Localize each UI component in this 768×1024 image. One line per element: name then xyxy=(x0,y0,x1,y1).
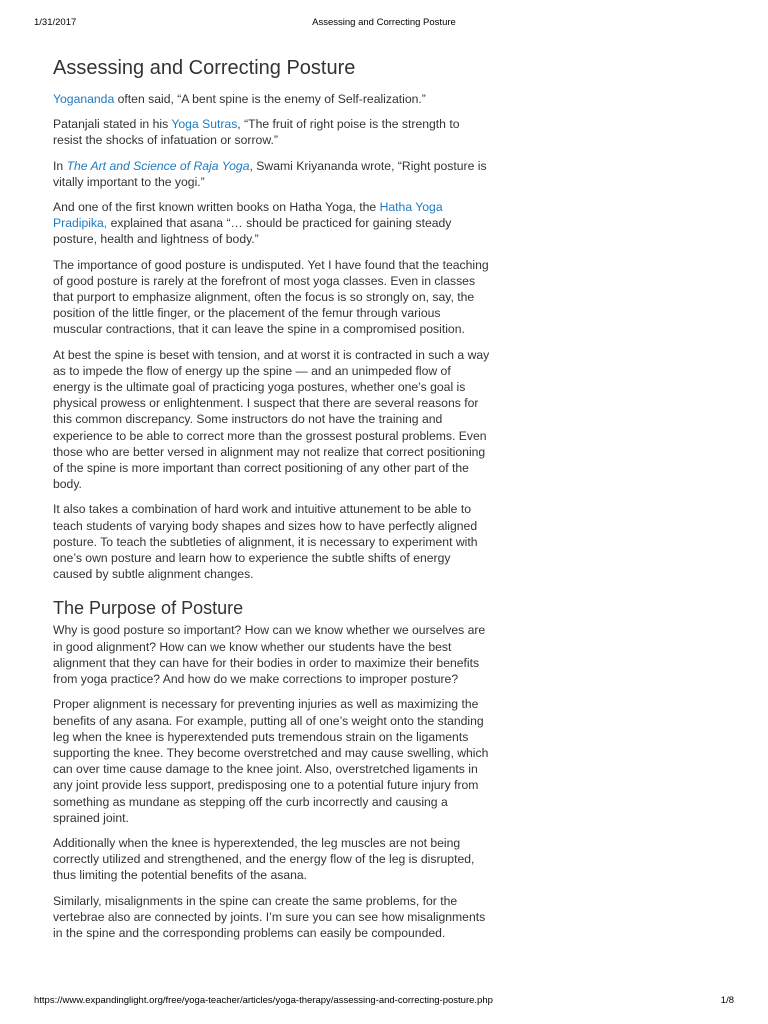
article-title: Assessing and Correcting Posture xyxy=(53,57,356,79)
print-header xyxy=(0,17,768,31)
paragraph-why-good-posture: Why is good posture so important? How can we know whether we ourselves are in good alignment? How can we know whether our students have the best alignment that they can have for their bodies in order to maximize their benefits from yoga practice? And how do we make corrections to improper posture? xyxy=(53,623,486,687)
page-number: 1/8 xyxy=(720,995,734,1006)
print-date: 1/31/2017 xyxy=(34,17,77,28)
paragraph-text: explained that asana “… should be practiced for gaining steady posture, health and lightness of body.” xyxy=(53,216,452,247)
paragraph-spine-misalignments: Similarly, misalignments in the spine can create the same problems, for the vertebrae also are connected by joints. I’m sure you can see how misalignments in the spine and the corresponding problems can easily be compounded. xyxy=(53,893,486,940)
link-hatha-yoga-pradipika[interactable]: Hatha Yoga Pradipika, xyxy=(53,200,443,231)
paragraph-text: Patanjali stated in his xyxy=(53,117,172,132)
paragraph-text: In xyxy=(53,158,67,173)
link-art-and-science-of-raja-yoga[interactable]: The Art and Science of Raja Yoga xyxy=(66,158,250,173)
print-title: Assessing and Correcting Posture xyxy=(312,17,456,28)
paragraph-hatha-yoga-pradipika xyxy=(53,199,490,248)
link-yoga-sutras[interactable]: Yoga Sutras xyxy=(171,117,238,132)
print-url: https://www.expandinglight.org/free/yoga-teacher/articles/yoga-therapy/assessing-and-correcting-posture.php xyxy=(34,995,493,1006)
paragraph-yogananda-quote xyxy=(53,91,490,107)
paragraph-importance-of-posture: The importance of good posture is undisputed. Yet I have found that the teaching of good posture is rarely at the forefront of most yoga classes. Even in classes that purport to emphasize alignment, often the focus is so strongly on, say, the position of the little finger, or the placement of the femur through various muscular contractions, that it can leave the spine in a compromised position. xyxy=(53,257,489,337)
paragraph-text: And one of the first known written books on Hatha Yoga, the xyxy=(53,200,380,215)
article xyxy=(53,55,490,950)
section-heading-purpose-of-posture: The Purpose of Posture xyxy=(53,598,244,619)
paragraph-knee-hyperextended: Additionally when the knee is hyperextended, the leg muscles are not being correctly utilized and strengthened, and the energy flow of the leg is disrupted, thus limiting the potential benefits of the asana. xyxy=(53,835,475,883)
paragraph-patanjali-quote xyxy=(53,116,490,148)
paragraph-hard-work: It also takes a combination of hard work and intuitive attunement to be able to teach students of varying body shapes and sizes how to have perfectly aligned posture. To teach the subtleties of alignment, it is necessary to experiment with one’s own posture and learn how to experience the subtle shifts of energy caused by subtle alignment changes. xyxy=(53,502,478,582)
print-footer xyxy=(0,995,768,1009)
paragraph-spine-tension: At best the spine is beset with tension, and at worst it is contracted in such a way as to impede the flow of energy up the spine — and an unimpeded flow of energy is the ultimate goal of practicing yoga postures, whether one’s goal is physical prowess or enlightenment. I suspect that there are several reasons for this common discrepancy. Some instructors do not have the training and experience to be able to correct more than the grossest postural problems. Even those who are better versed in alignment may not realize that correct positioning of the spine is more important than correct positioning of any other part of the body. xyxy=(53,347,490,492)
link-yogananda[interactable]: Yogananda xyxy=(53,92,115,106)
paragraph-text: , “The fruit of right poise is the strength to resist the shocks of infatuation or sorrow.” xyxy=(53,117,460,148)
paragraph-kriyananda-quote xyxy=(53,158,490,190)
paragraph-text: often said, “A bent spine is the enemy of Self-realization.” xyxy=(114,92,426,106)
paragraph-text: , Swami Kriyananda wrote, “Right posture is vitally important to the yogi.” xyxy=(53,158,487,189)
paragraph-proper-alignment: Proper alignment is necessary for preventing injuries as well as maximizing the benefits of any asana. For example, putting all of one’s weight onto the standing leg when the knee is hyperextended puts tremendous strain on the ligaments supporting the knee. They become overstretched and may cause swelling, which can over time cause damage to the knee joint. Also, overstretched ligaments in any joint provide less support, predisposing one to a potential future injury from something as mundane as stepping off the curb incorrectly and causing a sprained joint. xyxy=(53,697,489,825)
